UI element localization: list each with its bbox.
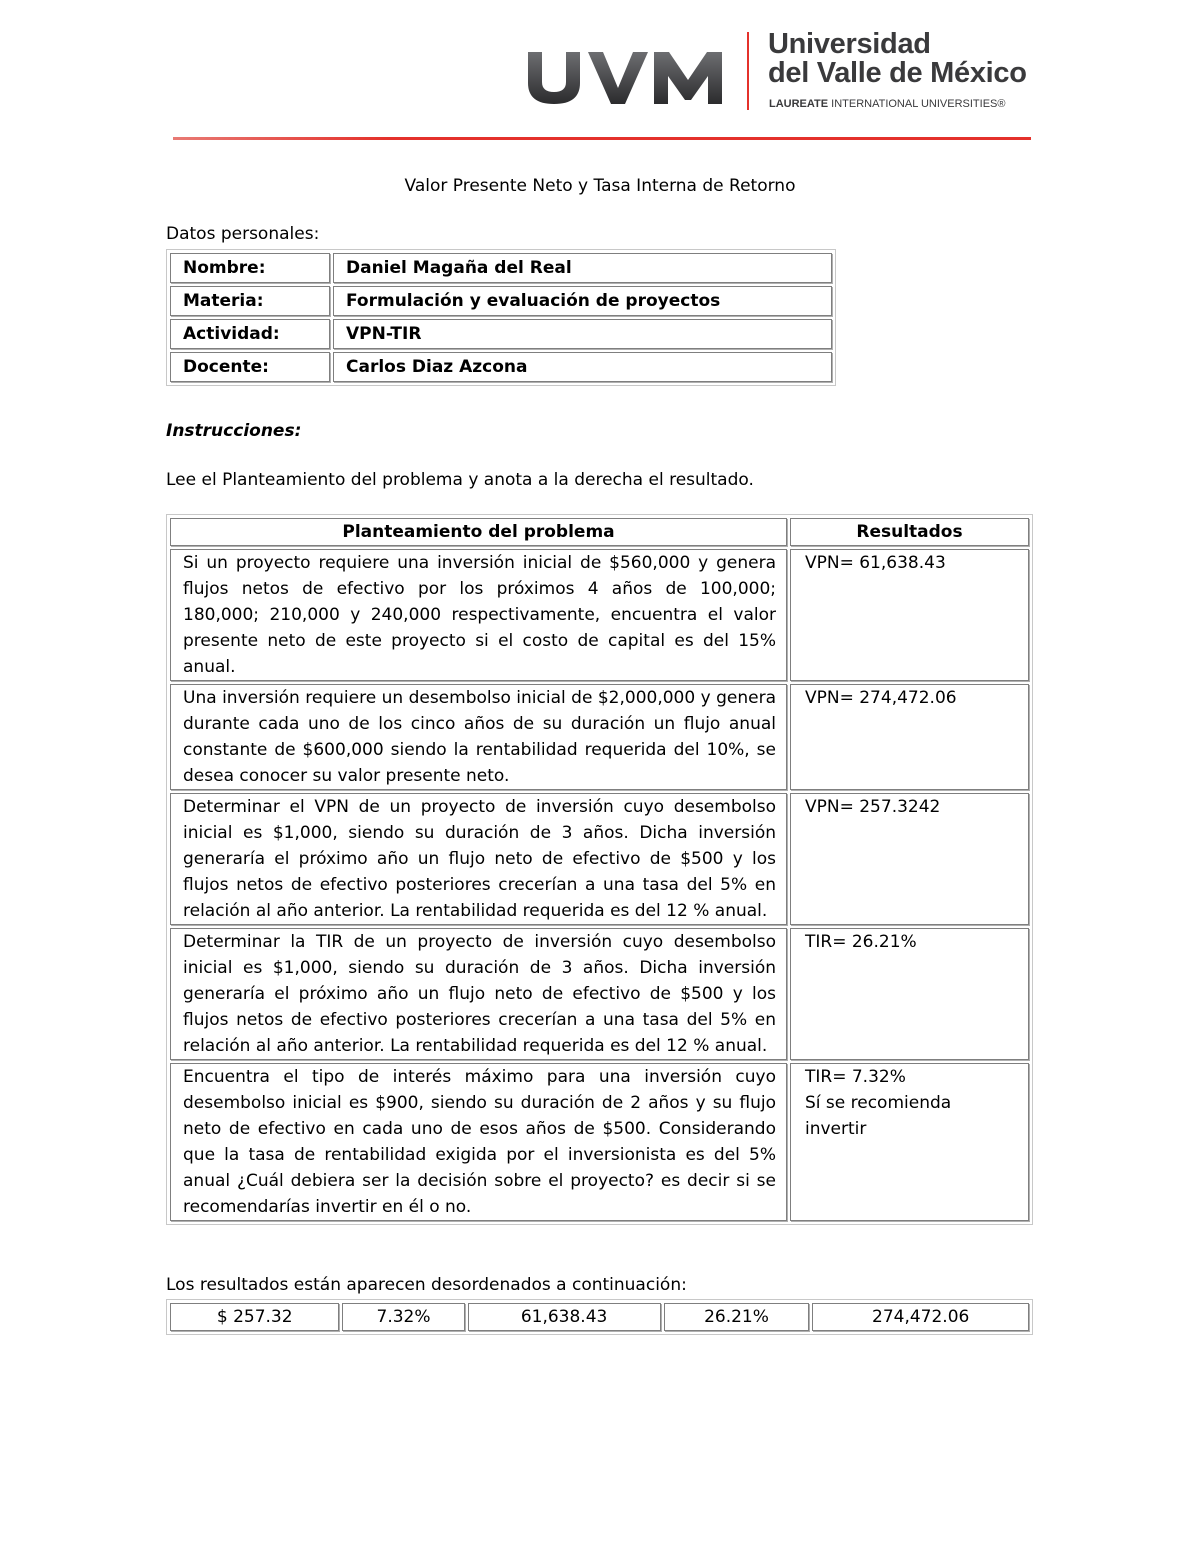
unordered-heading: Los resultados están aparecen desordenados a continuación: (166, 1275, 687, 1295)
result-line: Sí se recomienda (805, 1093, 952, 1113)
page-title: Valor Presente Neto y Tasa Interna de Retorno (404, 176, 796, 196)
personal-row (170, 286, 832, 316)
personal-value: Formulación y evaluación de proyectos (333, 286, 832, 316)
laureate-rest: INTERNATIONAL UNIVERSITIES® (828, 98, 1006, 110)
problem-row (170, 684, 1029, 790)
problems-table (166, 514, 1033, 1225)
result-line: TIR= 7.32% (805, 1067, 906, 1087)
laureate-bold: LAUREATE (769, 98, 829, 110)
personal-label: Docente: (170, 352, 330, 382)
problem-row (170, 1063, 1029, 1221)
personal-row (170, 319, 832, 349)
result-line: VPN= 257.3242 (805, 797, 941, 817)
problem-statement: Determinar el VPN de un proyecto de inversión cuyo desembolso inicial es $1,000, siendo su duración de 3 años. Dicha inversión generaría el próximo año un flujo neto de efectivo de $500 y los flujos netos de efectivo posteriores crecerían a una tasa del 5% en relación al año anterior. La rentabilidad requerida es del 12 % anual. (170, 793, 787, 925)
uvm-logo (524, 28, 1034, 113)
problem-statement: Determinar la TIR de un proyecto de inversión cuyo desembolso inicial es $1,000, siendo su duración de 3 años. Dicha inversión generaría el próximo año un flujo neto de efectivo de $500 y los flujos netos de efectivo posteriores crecerían a una tasa del 5% en relación al año anterior. La rentabilidad requerida es del 12 % anual. (170, 928, 787, 1060)
problem-result (790, 928, 1029, 1060)
unordered-value: 7.32% (342, 1303, 464, 1331)
problem-statement: Una inversión requiere un desembolso inicial de $2,000,000 y genera durante cada uno de los cinco años de su duración un flujo anual constante de $600,000 siendo la rentabilidad requerida del 10%, se desea conocer su valor presente neto. (170, 684, 787, 790)
result-line: VPN= 274,472.06 (805, 688, 957, 708)
instructions-heading: Instrucciones: (166, 421, 302, 441)
problem-statement: Encuentra el tipo de interés máximo para una inversión cuyo desembolso inicial es $900, siendo su duración de 2 años y su flujo neto de efectivo en cada uno de esos años de $500. Considerando que la tasa de rentabilidad exigida por el inversionista es del 5% anual ¿Cuál debiera ser la decisión sobre el proyecto? es decir si se recomendarías invertir en él o no. (170, 1063, 787, 1221)
logo-university-line1: Universidad (768, 28, 931, 60)
unordered-value: $ 257.32 (170, 1303, 339, 1331)
result-line: TIR= 26.21% (805, 932, 917, 952)
uvm-mark-icon (524, 38, 729, 108)
problem-result (790, 793, 1029, 925)
unordered-value: 274,472.06 (812, 1303, 1029, 1331)
unordered-results-row (170, 1303, 1029, 1331)
personal-heading: Datos personales: (166, 224, 320, 244)
result-line: VPN= 61,638.43 (805, 553, 946, 573)
problem-row (170, 928, 1029, 1060)
personal-data-table (166, 249, 836, 386)
problem-result (790, 549, 1029, 681)
personal-row (170, 253, 832, 283)
personal-value: Carlos Diaz Azcona (333, 352, 832, 382)
unordered-value: 26.21% (664, 1303, 810, 1331)
problem-result (790, 684, 1029, 790)
result-line: invertir (805, 1119, 867, 1139)
logo-university-line2: del Valle de México (768, 57, 1027, 89)
unordered-results-table (166, 1299, 1033, 1335)
personal-value: VPN-TIR (333, 319, 832, 349)
problem-row (170, 549, 1029, 681)
personal-row (170, 352, 832, 382)
problem-result (790, 1063, 1029, 1221)
logo-laureate (769, 98, 1006, 110)
personal-label: Nombre: (170, 253, 330, 283)
personal-value: Daniel Magaña del Real (333, 253, 832, 283)
header-red-line (173, 137, 1031, 140)
instructions-text: Lee el Planteamiento del problema y anota a la derecha el resultado. (166, 470, 754, 490)
problem-row (170, 793, 1029, 925)
personal-label: Materia: (170, 286, 330, 316)
logo-divider (747, 32, 749, 110)
personal-label: Actividad: (170, 319, 330, 349)
problems-header-row (170, 518, 1029, 546)
unordered-value: 61,638.43 (468, 1303, 661, 1331)
header-problem: Planteamiento del problema (170, 518, 787, 546)
header-result: Resultados (790, 518, 1029, 546)
problem-statement: Si un proyecto requiere una inversión inicial de $560,000 y genera flujos netos de efectivo por los próximos 4 años de 100,000; 180,000; 210,000 y 240,000 respectivamente, encuentra el valor presente neto de este proyecto si el costo de capital es del 15% anual. (170, 549, 787, 681)
